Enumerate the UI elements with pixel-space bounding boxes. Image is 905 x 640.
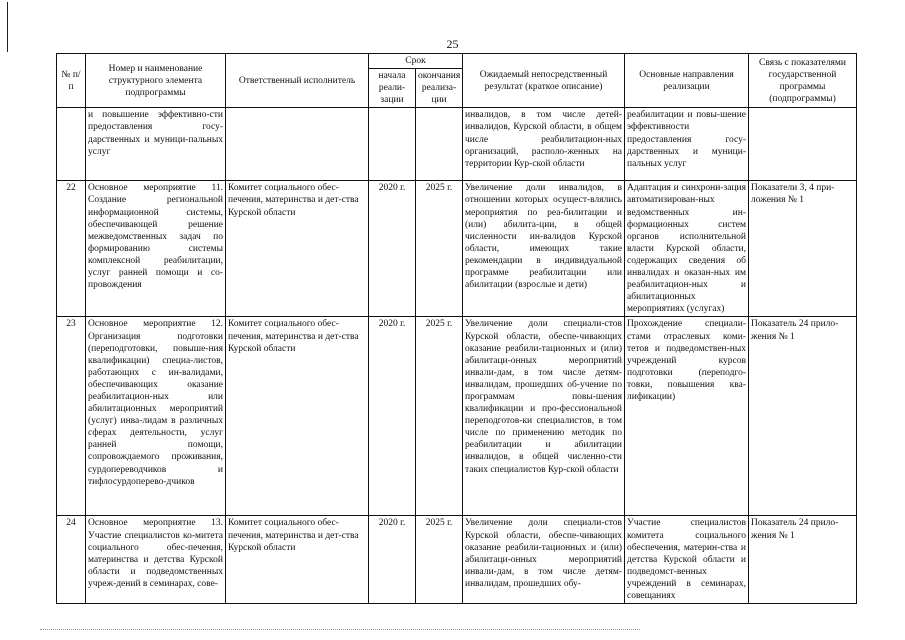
- end-year-cell: 2025 г.: [416, 181, 463, 317]
- start-year-cell: 2020 г.: [369, 181, 416, 317]
- expected-result-cell: инвалидов, в том числе детей-инвалидов, Курской области, в общем числе реабилитацион-ных организаций, располо-женных на территории Кур-ской области: [463, 108, 625, 181]
- end-year-cell: 2025 г.: [416, 516, 463, 604]
- start-year-cell: 2020 г.: [369, 516, 416, 604]
- row-number: 24: [57, 516, 86, 604]
- structural-element-cell: Основное мероприятие 12. Организация подготовки (переподготовки, повыше-ния квалификации) специа-листов, работающих с ин-валидами, обеспечивающих оказание реабилитацион-ных или абилитационных мероприятий (услуг) инва-лидам в различных сферах деятельности, услуг ранней помощи, сопровождаемого проживания, сурдопереводчиков и тифлосурдоперево-дчиков: [86, 317, 226, 516]
- executor-cell: Комитет социального обес-печения, материнства и дет-ства Курской области: [226, 181, 369, 317]
- structural-element-cell: Основное мероприятие 11. Создание региональной информационной системы, обеспечивающей решение межведомственных задач по формированию системы комплексной реабилитации, услуг ранней помощи и со-провождения: [86, 181, 226, 317]
- executor-cell: Комитет социального обес-печения, материнства и дет-ства Курской области: [226, 317, 369, 516]
- indicator-link-cell: [749, 108, 857, 181]
- indicator-link-cell: Показатели 3, 4 при-ложения № 1: [749, 181, 857, 317]
- row-number: [57, 108, 86, 181]
- end-year-cell: [416, 108, 463, 181]
- header-executor: Ответственный исполнитель: [226, 54, 369, 108]
- start-year-cell: 2020 г.: [369, 317, 416, 516]
- row-number: 23: [57, 317, 86, 516]
- table-row: [57, 181, 857, 317]
- header-term: Срок: [369, 54, 463, 69]
- header-directions: Основные направления реализации: [625, 54, 749, 108]
- subprogram-activities-table: [56, 53, 857, 604]
- header-num: № п/п: [57, 54, 86, 108]
- directions-cell: Прохождение специали-стами отраслевых коми-тетов и подведомствен-ных учреждений курсов подготовки (переподго-товки, повышения ква-лификации): [625, 317, 749, 516]
- header-link: Связь с показателями государственной программы (подпрограммы): [749, 54, 857, 108]
- structural-element-cell: Основное мероприятие 13. Участие специалистов ко-митета социального обес-печения, материнства и детства Курской области и подведомственных учреж-дений в семинарах, сове-: [86, 516, 226, 604]
- indicator-link-cell: Показатель 24 прило-жения № 1: [749, 317, 857, 516]
- end-year-cell: 2025 г.: [416, 317, 463, 516]
- header-element: Номер и наименование структурного элемента подпрограммы: [86, 54, 226, 108]
- directions-cell: Участие специалистов комитета социального обеспечения, материн-ства и детства Курской области и подведомст-венных учреждений в семинарах, совещаниях: [625, 516, 749, 604]
- structural-element-cell: и повышение эффективно-сти предоставления госу-дарственных и муници-пальных услуг: [86, 108, 226, 181]
- row-number: 22: [57, 181, 86, 317]
- table-row: [57, 317, 857, 516]
- executor-cell: [226, 108, 369, 181]
- start-year-cell: [369, 108, 416, 181]
- indicator-link-cell: Показатель 24 прило-жения № 1: [749, 516, 857, 604]
- header-end: окончания реализа-ции: [416, 69, 463, 108]
- expected-result-cell: Увеличение доли специали-стов Курской области, обеспе-чивающих оказание реабили-тационных и (или) абилитаци-онных мероприятий инвали-дам, в том числе детям-инвалидам, прошедших обу-: [463, 516, 625, 604]
- executor-cell: Комитет социального обес-печения, материнства и дет-ства Курской области: [226, 516, 369, 604]
- bottom-divider: [40, 629, 640, 631]
- header-start: начала реали-зации: [369, 69, 416, 108]
- directions-cell: Адаптация и синхрони-зация автоматизирован-ных ведомственных ин-формационных систем органов исполнительной власти Курской области, содержащих сведения об инвалидах и оказан-ных им реабилитацион-ных и абилитационных мероприятиях (услугах): [625, 181, 749, 317]
- expected-result-cell: Увеличение доли специали-стов Курской области, обеспе-чивающих оказание реабили-тационных и (или) абилитаци-онных мероприятий инвали-дам, в том числе детям-инвалидам, прошедших об-учение по программам повы-шения квалификации и про-фессиональной переподготов-ки специалистов, в том числе по применению методик по реабилитации и абилитации инвалидов, в общей численно-сти таких специалистов Кур-ской области: [463, 317, 625, 516]
- page-number: 25: [446, 37, 459, 51]
- table-row: [57, 108, 857, 181]
- expected-result-cell: Увеличение доли инвалидов, в отношении которых осущест-влялись мероприятия по реа-билитации и (или) абилита-ции, в общей численности ин-валидов Курской области, имеющих такие рекомендации в индивидуальной программе реабилитации или абилитации (взрослые и дети): [463, 181, 625, 317]
- table-row: [57, 516, 857, 604]
- header-result: Ожидаемый непосредственный результат (краткое описание): [463, 54, 625, 108]
- directions-cell: реабилитации и повы-шение эффективности предоставления госу-дарственных и муници-пальных услуг: [625, 108, 749, 181]
